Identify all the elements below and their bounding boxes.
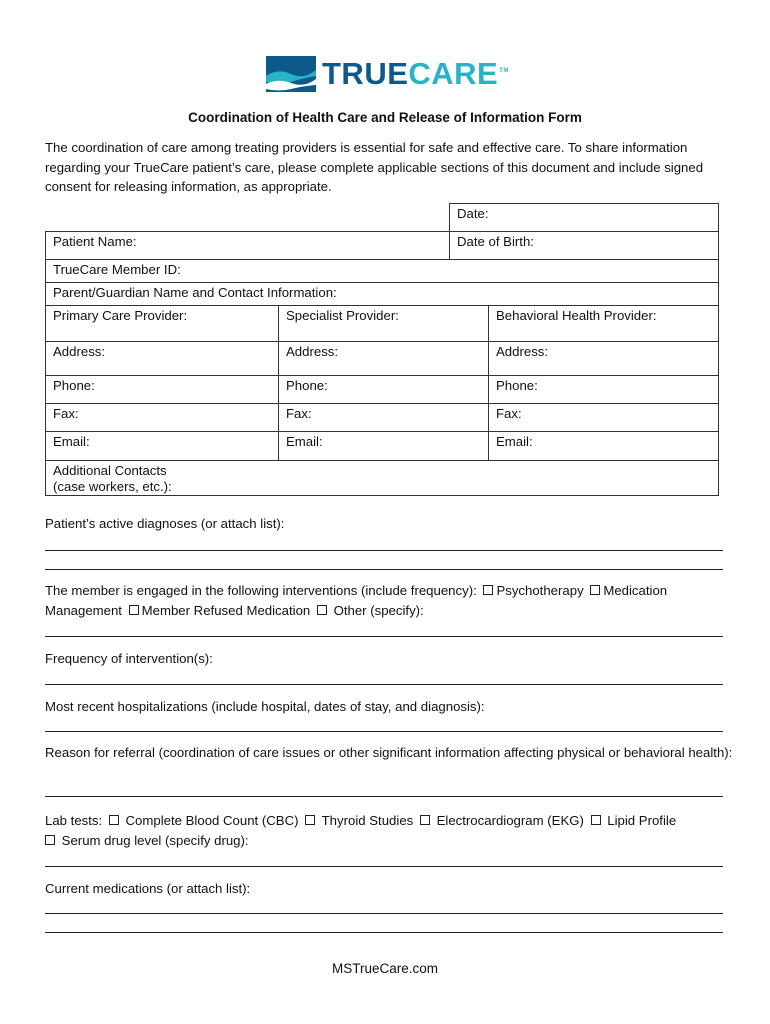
dob-field[interactable] [449,231,719,260]
fax-label: Fax: [496,406,522,421]
email-label: Email: [496,434,533,449]
bh-phone-field[interactable] [488,375,719,404]
phone-label: Phone: [496,378,538,393]
email-label: Email: [286,434,323,449]
interventions-question [45,581,735,621]
specialist-email-field[interactable] [278,431,489,461]
phone-label: Phone: [53,378,95,393]
behavioral-health-provider-field[interactable] [488,305,719,342]
hospitalizations-question: Most recent hospitalizations (include hospital, dates of stay, and diagnosis): [45,699,485,714]
specialist-phone-field[interactable] [278,375,489,404]
diagnoses-line-2[interactable] [45,569,723,570]
lab-tests-question [45,811,735,851]
behavioral-health-provider-label: Behavioral Health Provider: [496,308,657,323]
form-title: Coordination of Health Care and Release of Information Form [188,110,582,125]
bh-fax-field[interactable] [488,403,719,432]
pcp-phone-field[interactable] [45,375,279,404]
fax-label: Fax: [286,406,312,421]
pcp-fax-field[interactable] [45,403,279,432]
pcp-address-field[interactable] [45,341,279,376]
member-id-label: TrueCare Member ID: [53,262,181,277]
ekg-label: Electrocardiogram (EKG) [436,813,584,828]
specialist-provider-field[interactable] [278,305,489,342]
refused-medication-label: Member Refused Medication [141,603,311,618]
interventions-prefix: The member is engaged in the following interventions (include frequency): [45,583,477,598]
lab-tests-line[interactable] [45,866,723,867]
psychotherapy-checkbox[interactable] [483,585,493,595]
additional-contacts-sublabel: (case workers, etc.): [53,479,172,494]
primary-care-provider-label: Primary Care Provider: [53,308,188,323]
additional-contacts-label: Additional Contacts [53,463,167,478]
medications-question: Current medications (or attach list): [45,881,251,896]
other-intervention-checkbox[interactable] [317,605,327,615]
diagnoses-question: Patient’s active diagnoses (or attach list): [45,516,285,531]
lipid-profile-label: Lipid Profile [607,813,677,828]
address-label: Address: [496,344,549,359]
footer-website: MSTrueCare.com [331,961,439,976]
date-field[interactable] [449,203,719,232]
serum-drug-label: Serum drug level (specify drug): [61,833,249,848]
thyroid-checkbox[interactable] [305,815,315,825]
patient-name-field[interactable] [45,231,450,260]
primary-care-provider-field[interactable] [45,305,279,342]
bh-email-field[interactable] [488,431,719,461]
referral-line[interactable] [45,796,723,797]
thyroid-label: Thyroid Studies [321,813,414,828]
cbc-label: Complete Blood Count (CBC) [125,813,299,828]
truecare-logo [266,56,509,92]
logo-word-true: TRUE [322,56,409,91]
bh-address-field[interactable] [488,341,719,376]
refused-medication-checkbox[interactable] [129,605,139,615]
medications-line-1[interactable] [45,913,723,914]
patient-name-label: Patient Name: [53,234,137,249]
specialist-provider-label: Specialist Provider: [286,308,399,323]
diagnoses-line-1[interactable] [45,550,723,551]
lipid-profile-checkbox[interactable] [591,815,601,825]
serum-drug-checkbox[interactable] [45,835,55,845]
medications-line-2[interactable] [45,932,723,933]
trademark-mark: TM [499,68,509,74]
specialist-address-field[interactable] [278,341,489,376]
interventions-line[interactable] [45,636,723,637]
medication-management-checkbox[interactable] [590,585,600,595]
address-label: Address: [53,344,106,359]
medication-label: Medication [603,583,668,598]
date-label: Date: [457,206,489,221]
phone-label: Phone: [286,378,328,393]
referral-question: Reason for referral (coordination of care issues or other significant information affecting physical or behavioral health): [45,745,733,760]
email-label: Email: [53,434,90,449]
specialist-fax-field[interactable] [278,403,489,432]
frequency-line[interactable] [45,684,723,685]
ekg-checkbox[interactable] [420,815,430,825]
lab-tests-prefix: Lab tests: [45,813,103,828]
cbc-checkbox[interactable] [109,815,119,825]
intro-paragraph: The coordination of care among treating providers is essential for safe and effective care. To share information regarding your TrueCare patient’s care, please complete applicable sections of this document and include signed consent for releasing information, as appropriate. [45,140,704,194]
guardian-field[interactable] [45,282,719,306]
guardian-label: Parent/Guardian Name and Contact Information: [53,285,337,300]
wave-logo-icon [266,56,316,92]
fax-label: Fax: [53,406,79,421]
frequency-question: Frequency of intervention(s): [45,651,213,666]
other-intervention-label: Other (specify): [333,603,424,618]
dob-label: Date of Birth: [457,234,534,249]
pcp-email-field[interactable] [45,431,279,461]
member-id-field[interactable] [45,259,719,283]
logo-word-care: CARE [408,56,499,91]
psychotherapy-label: Psychotherapy [496,583,584,598]
address-label: Address: [286,344,339,359]
additional-contacts-field[interactable] [45,460,719,496]
medication-label-cont: Management [45,603,122,618]
hospitalizations-line[interactable] [45,731,723,732]
